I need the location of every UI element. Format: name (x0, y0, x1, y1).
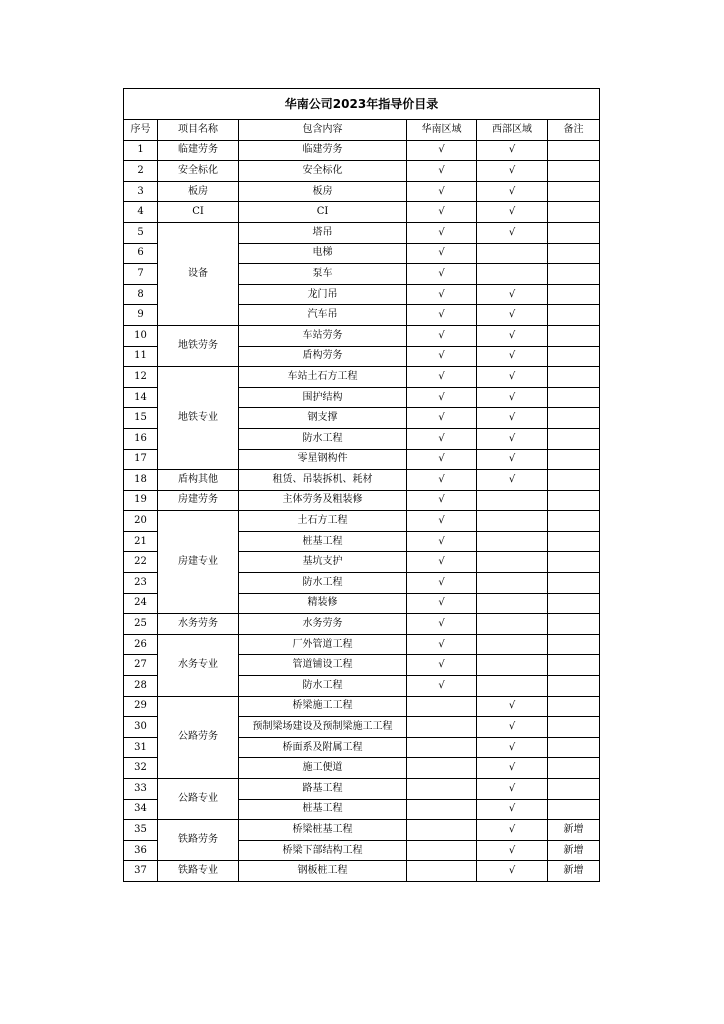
table-row (124, 367, 600, 388)
row-note (548, 779, 600, 800)
row-content: 板房 (239, 181, 407, 202)
south-region-cell (407, 861, 477, 882)
west-region-check: √ (477, 387, 548, 408)
row-content: 桥梁施工工程 (239, 696, 407, 717)
row-content: 车站劳务 (239, 325, 407, 346)
row-project-name: 水务劳务 (158, 614, 239, 635)
west-region-check: √ (477, 840, 548, 861)
row-content: 临建劳务 (239, 140, 407, 161)
row-content: 车站土石方工程 (239, 367, 407, 388)
south-region-check: √ (407, 408, 477, 429)
row-seq: 34 (124, 799, 158, 820)
west-region-check: √ (477, 305, 548, 326)
row-content: 厂外管道工程 (239, 634, 407, 655)
table-row (124, 779, 600, 800)
south-region-cell (407, 758, 477, 779)
west-region-cell (477, 490, 548, 511)
row-note (548, 284, 600, 305)
west-region-cell (477, 634, 548, 655)
table-row (124, 511, 600, 532)
row-seq: 20 (124, 511, 158, 532)
west-region-cell (477, 531, 548, 552)
table-row (124, 820, 600, 841)
west-region-cell (477, 573, 548, 594)
row-seq: 26 (124, 634, 158, 655)
row-note (548, 470, 600, 491)
row-note: 新增 (548, 861, 600, 882)
row-seq: 30 (124, 717, 158, 738)
row-project-name: 水务专业 (158, 634, 239, 696)
row-content: 塔吊 (239, 222, 407, 243)
south-region-cell (407, 799, 477, 820)
row-seq: 28 (124, 676, 158, 697)
row-seq: 36 (124, 840, 158, 861)
south-region-cell (407, 737, 477, 758)
row-note (548, 531, 600, 552)
row-note (548, 552, 600, 573)
west-region-check: √ (477, 820, 548, 841)
row-seq: 27 (124, 655, 158, 676)
row-content: 汽车吊 (239, 305, 407, 326)
south-region-check: √ (407, 305, 477, 326)
row-content: 桥面系及附属工程 (239, 737, 407, 758)
row-seq: 19 (124, 490, 158, 511)
table-row (124, 325, 600, 346)
row-note (548, 593, 600, 614)
south-region-check: √ (407, 470, 477, 491)
row-content: 桥梁下部结构工程 (239, 840, 407, 861)
south-region-check: √ (407, 222, 477, 243)
row-note (548, 737, 600, 758)
south-region-cell (407, 696, 477, 717)
row-note (548, 758, 600, 779)
west-region-check: √ (477, 161, 548, 182)
west-region-cell (477, 676, 548, 697)
row-content: 租赁、吊装拆机、耗材 (239, 470, 407, 491)
row-note (548, 222, 600, 243)
row-content: 防水工程 (239, 676, 407, 697)
table-row (124, 181, 600, 202)
row-note (548, 305, 600, 326)
row-content: 基坑支护 (239, 552, 407, 573)
west-region-check: √ (477, 696, 548, 717)
west-region-check: √ (477, 758, 548, 779)
row-seq: 31 (124, 737, 158, 758)
south-region-cell (407, 840, 477, 861)
table-row (124, 614, 600, 635)
row-note (548, 490, 600, 511)
row-seq: 23 (124, 573, 158, 594)
row-project-name: 房建专业 (158, 511, 239, 614)
south-region-check: √ (407, 634, 477, 655)
row-content: CI (239, 202, 407, 223)
south-region-check: √ (407, 140, 477, 161)
row-note (548, 655, 600, 676)
row-seq: 25 (124, 614, 158, 635)
south-region-check: √ (407, 202, 477, 223)
row-seq: 10 (124, 325, 158, 346)
row-seq: 32 (124, 758, 158, 779)
row-content: 精装修 (239, 593, 407, 614)
row-project-name: 公路专业 (158, 779, 239, 820)
row-seq: 12 (124, 367, 158, 388)
header-content: 包含内容 (239, 120, 407, 141)
west-region-check: √ (477, 470, 548, 491)
row-seq: 4 (124, 202, 158, 223)
row-seq: 17 (124, 449, 158, 470)
header-row (124, 120, 600, 141)
south-region-check: √ (407, 552, 477, 573)
row-note (548, 140, 600, 161)
header-project-name: 项目名称 (158, 120, 239, 141)
row-seq: 8 (124, 284, 158, 305)
row-project-name: 公路劳务 (158, 696, 239, 778)
west-region-cell (477, 264, 548, 285)
west-region-check: √ (477, 140, 548, 161)
row-note (548, 408, 600, 429)
row-note (548, 161, 600, 182)
west-region-check: √ (477, 428, 548, 449)
row-seq: 6 (124, 243, 158, 264)
south-region-check: √ (407, 243, 477, 264)
row-seq: 24 (124, 593, 158, 614)
south-region-check: √ (407, 284, 477, 305)
row-project-name: 安全标化 (158, 161, 239, 182)
row-note (548, 387, 600, 408)
catalog-title: 华南公司2023年指导价目录 (124, 89, 600, 120)
west-region-check: √ (477, 181, 548, 202)
table-body (124, 89, 600, 882)
row-seq: 37 (124, 861, 158, 882)
table-row (124, 140, 600, 161)
row-content: 水务劳务 (239, 614, 407, 635)
row-note (548, 634, 600, 655)
row-content: 防水工程 (239, 428, 407, 449)
row-content: 防水工程 (239, 573, 407, 594)
row-project-name: 板房 (158, 181, 239, 202)
west-region-check: √ (477, 408, 548, 429)
row-project-name: 临建劳务 (158, 140, 239, 161)
south-region-check: √ (407, 387, 477, 408)
row-content: 钢板桩工程 (239, 861, 407, 882)
south-region-check: √ (407, 614, 477, 635)
row-content: 盾构劳务 (239, 346, 407, 367)
row-content: 龙门吊 (239, 284, 407, 305)
west-region-cell (477, 552, 548, 573)
row-content: 围护结构 (239, 387, 407, 408)
south-region-cell (407, 717, 477, 738)
south-region-check: √ (407, 367, 477, 388)
row-note (548, 676, 600, 697)
title-row (124, 89, 600, 120)
row-note (548, 346, 600, 367)
row-seq: 29 (124, 696, 158, 717)
south-region-check: √ (407, 325, 477, 346)
row-seq: 35 (124, 820, 158, 841)
row-content: 零星钢构件 (239, 449, 407, 470)
row-content: 预制梁场建设及预制梁施工工程 (239, 717, 407, 738)
row-content: 桩基工程 (239, 799, 407, 820)
south-region-check: √ (407, 511, 477, 532)
west-region-cell (477, 614, 548, 635)
row-content: 桩基工程 (239, 531, 407, 552)
row-note: 新增 (548, 820, 600, 841)
row-seq: 33 (124, 779, 158, 800)
row-note (548, 511, 600, 532)
west-region-check: √ (477, 799, 548, 820)
row-content: 钢支撑 (239, 408, 407, 429)
table-row (124, 202, 600, 223)
south-region-check: √ (407, 593, 477, 614)
row-seq: 15 (124, 408, 158, 429)
south-region-check: √ (407, 181, 477, 202)
row-project-name: 地铁专业 (158, 367, 239, 470)
south-region-check: √ (407, 161, 477, 182)
west-region-check: √ (477, 346, 548, 367)
row-seq: 9 (124, 305, 158, 326)
west-region-check: √ (477, 202, 548, 223)
row-project-name: CI (158, 202, 239, 223)
row-project-name: 铁路劳务 (158, 820, 239, 861)
south-region-check: √ (407, 573, 477, 594)
row-note (548, 325, 600, 346)
west-region-check: √ (477, 367, 548, 388)
south-region-check: √ (407, 676, 477, 697)
row-content: 土石方工程 (239, 511, 407, 532)
west-region-check: √ (477, 717, 548, 738)
header-south-region: 华南区域 (407, 120, 477, 141)
row-note (548, 717, 600, 738)
west-region-check: √ (477, 861, 548, 882)
west-region-check: √ (477, 779, 548, 800)
row-content: 施工便道 (239, 758, 407, 779)
row-seq: 3 (124, 181, 158, 202)
west-region-check: √ (477, 325, 548, 346)
price-catalog-table (123, 88, 600, 882)
row-seq: 16 (124, 428, 158, 449)
header-note: 备注 (548, 120, 600, 141)
west-region-check: √ (477, 449, 548, 470)
south-region-check: √ (407, 428, 477, 449)
row-note (548, 614, 600, 635)
west-region-check: √ (477, 284, 548, 305)
header-seq: 序号 (124, 120, 158, 141)
row-content: 桥梁桩基工程 (239, 820, 407, 841)
south-region-check: √ (407, 264, 477, 285)
table-row (124, 696, 600, 717)
row-content: 电梯 (239, 243, 407, 264)
row-note (548, 243, 600, 264)
row-seq: 22 (124, 552, 158, 573)
row-content: 管道铺设工程 (239, 655, 407, 676)
row-seq: 5 (124, 222, 158, 243)
row-project-name: 地铁劳务 (158, 325, 239, 366)
table-row (124, 222, 600, 243)
south-region-cell (407, 820, 477, 841)
row-content: 路基工程 (239, 779, 407, 800)
table-row (124, 861, 600, 882)
row-project-name: 房建劳务 (158, 490, 239, 511)
row-seq: 14 (124, 387, 158, 408)
row-content: 泵车 (239, 264, 407, 285)
south-region-check: √ (407, 490, 477, 511)
row-note (548, 799, 600, 820)
table-row (124, 470, 600, 491)
row-content: 主体劳务及粗装修 (239, 490, 407, 511)
west-region-cell (477, 243, 548, 264)
west-region-check: √ (477, 222, 548, 243)
table-row (124, 634, 600, 655)
header-west-region: 西部区域 (477, 120, 548, 141)
west-region-cell (477, 593, 548, 614)
row-note (548, 696, 600, 717)
row-seq: 18 (124, 470, 158, 491)
row-project-name: 盾构其他 (158, 470, 239, 491)
west-region-cell (477, 511, 548, 532)
row-project-name: 铁路专业 (158, 861, 239, 882)
south-region-cell (407, 779, 477, 800)
row-note (548, 202, 600, 223)
row-note (548, 449, 600, 470)
south-region-check: √ (407, 449, 477, 470)
row-note: 新增 (548, 840, 600, 861)
row-project-name: 设备 (158, 222, 239, 325)
row-note (548, 264, 600, 285)
row-seq: 11 (124, 346, 158, 367)
south-region-check: √ (407, 346, 477, 367)
row-content: 安全标化 (239, 161, 407, 182)
row-seq: 1 (124, 140, 158, 161)
row-note (548, 573, 600, 594)
table-row (124, 490, 600, 511)
row-seq: 7 (124, 264, 158, 285)
row-note (548, 367, 600, 388)
west-region-cell (477, 655, 548, 676)
row-seq: 21 (124, 531, 158, 552)
west-region-check: √ (477, 737, 548, 758)
south-region-check: √ (407, 655, 477, 676)
row-seq: 2 (124, 161, 158, 182)
south-region-check: √ (407, 531, 477, 552)
row-note (548, 428, 600, 449)
table-row (124, 161, 600, 182)
row-note (548, 181, 600, 202)
